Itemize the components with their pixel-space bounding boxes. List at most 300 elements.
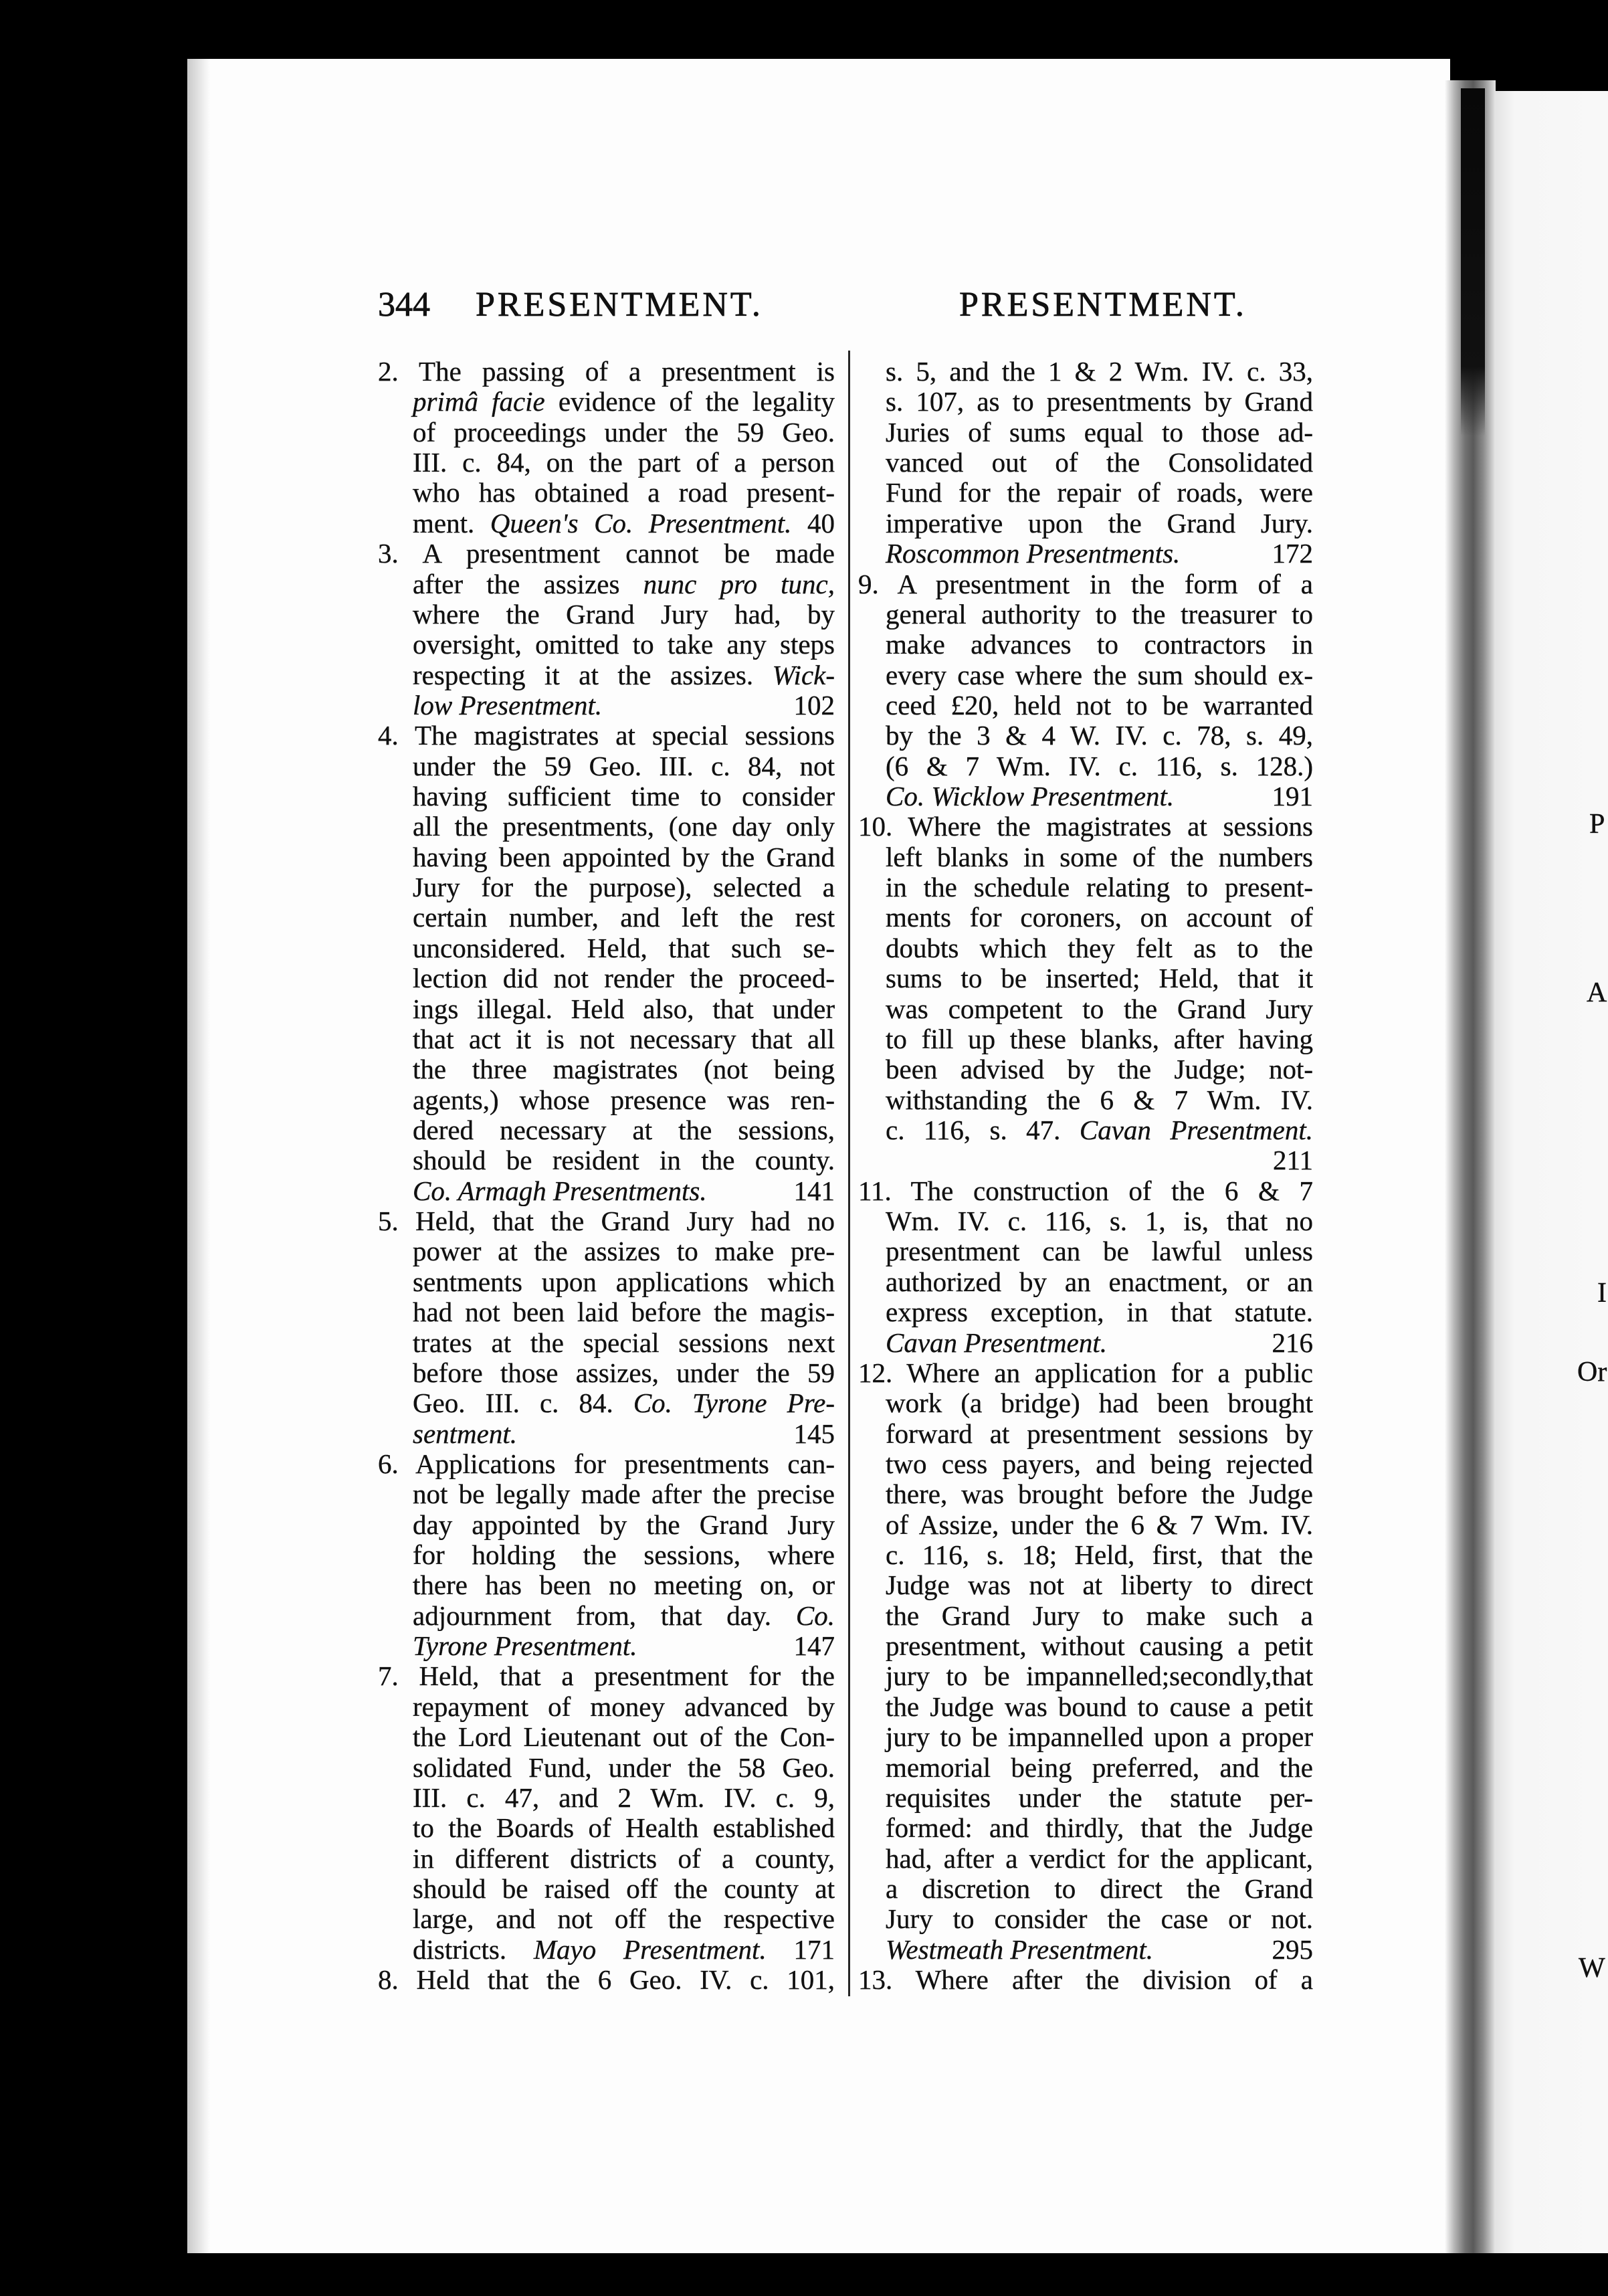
line-text-group (378, 1661, 835, 1691)
right-column-line (858, 1145, 1313, 1175)
line-text: day appointed by the Grand Jury (413, 1509, 835, 1540)
right-column-line (858, 1540, 1313, 1570)
right-column-line (858, 630, 1313, 660)
facing-page-fragment: A (1587, 977, 1607, 1008)
line-text: work (a bridge) had been brought (886, 1388, 1313, 1419)
left-column-line (378, 811, 835, 842)
right-column-line (858, 387, 1313, 417)
line-text: in the schedule relating to present- (886, 872, 1313, 903)
right-column-line (858, 721, 1313, 751)
line-text-group (413, 811, 835, 842)
reference-page-number: 216 (1272, 1327, 1313, 1358)
line-text: A presentment cannot be made (422, 539, 835, 569)
line-text: the Lord Lieutenant out of the Con- (413, 1722, 835, 1753)
right-column-line (858, 1935, 1313, 1965)
line-text-group (413, 1024, 835, 1054)
right-column-line (858, 1236, 1313, 1266)
line-text-group (886, 660, 1313, 690)
line-text: where the Grand Jury had, by (413, 599, 835, 630)
line-text-group (413, 933, 835, 963)
left-column-line (378, 508, 835, 539)
left-column-line (378, 1631, 835, 1661)
line-text-group (413, 1236, 835, 1266)
line-text-group (886, 1753, 1313, 1783)
line-text-group (413, 1904, 835, 1934)
column-divider (848, 351, 850, 1996)
left-column-line (378, 1145, 835, 1175)
line-text-group (413, 1935, 835, 1965)
line-text-group (413, 1540, 835, 1570)
line-text-group (378, 1965, 835, 1995)
line-text-group (886, 721, 1313, 751)
right-column-line (858, 1024, 1313, 1054)
line-text: before those assizes, under the 59 (413, 1357, 835, 1388)
line-text: power at the assizes to make pre- (413, 1236, 835, 1267)
line-text: s. 5, and the 1 & 2 Wm. IV. c. 33, (886, 357, 1313, 387)
line-text: Where after the division of a (915, 1965, 1313, 1996)
line-text: for holding the sessions, where (413, 1540, 835, 1571)
line-text-group (886, 902, 1313, 933)
line-text: solidated Fund, under the 58 Geo. (413, 1752, 835, 1783)
line-text: repayment of money advanced by (413, 1691, 835, 1722)
reference-page-number: 145 (793, 1418, 835, 1449)
right-column-line (858, 1085, 1313, 1115)
left-column-line (378, 1692, 835, 1722)
line-text: presentment, without causing a petit (886, 1631, 1313, 1662)
line-text: sums to be inserted; Held, that it (886, 963, 1313, 994)
line-text-group (886, 1813, 1313, 1843)
line-text: two cess payers, and being rejected (886, 1448, 1313, 1479)
right-column-line (858, 508, 1313, 539)
left-column-line (378, 630, 835, 660)
left-column-line (378, 1813, 835, 1843)
line-text: districts. (413, 1934, 534, 1965)
reference-page-number: 191 (1272, 781, 1313, 812)
line-text: Wm. IV. c. 116, s. 1, is, that no (886, 1206, 1313, 1237)
line-text-group (858, 569, 1313, 599)
line-text: to the Boards of Health established (413, 1813, 835, 1844)
line-text: general authority to the treasurer to (886, 599, 1313, 630)
line-text-group (858, 1176, 1313, 1206)
line-text-group (886, 1874, 1313, 1904)
line-text-group (886, 1631, 1313, 1661)
left-column-line (378, 1176, 835, 1206)
line-text: Fund for the repair of roads, were (886, 478, 1313, 508)
left-column-line (378, 1874, 835, 1904)
line-text: ment. (413, 508, 490, 539)
right-column-line (858, 751, 1313, 781)
line-text: 171 (766, 1934, 835, 1965)
line-text: make advances to contractors in (886, 630, 1313, 660)
line-text: forward at presentment sessions by (886, 1418, 1313, 1449)
right-column-line (858, 1510, 1313, 1540)
left-column-line (378, 569, 835, 599)
line-text-group (886, 1236, 1313, 1266)
item-number: 7. (378, 1661, 399, 1692)
right-column-line (858, 690, 1313, 721)
running-head-left: PRESENTMENT. (476, 286, 763, 324)
line-text-group (378, 1449, 835, 1479)
italic-citation-text: Co. Wicklow Presentment. (886, 781, 1175, 812)
line-text-group (886, 1692, 1313, 1722)
right-column-line (858, 1115, 1313, 1145)
line-text: Held that the 6 Geo. IV. c. 101, (416, 1965, 835, 1996)
line-text-group (378, 357, 835, 387)
line-text-group (886, 1661, 1313, 1691)
left-column-line (378, 1965, 835, 1995)
line-text: there, was brought before the Judge (886, 1479, 1313, 1510)
line-text: been advised by the Judge; not- (886, 1054, 1313, 1085)
line-text-group (413, 1115, 835, 1145)
left-column-line (378, 539, 835, 569)
line-text: after the assizes (413, 569, 643, 599)
line-text-group (886, 1267, 1313, 1297)
italic-citation-text: Mayo Presentment. (533, 1934, 767, 1965)
right-column-line (858, 1570, 1313, 1600)
right-column-line (858, 1206, 1313, 1236)
line-text: withstanding the 6 & 7 Wm. IV. (886, 1084, 1313, 1115)
line-text: Held, that a presentment for the (419, 1661, 835, 1692)
line-text-group (886, 994, 1313, 1024)
line-text: memorial being preferred, and the (886, 1752, 1313, 1783)
line-text-group (886, 1570, 1313, 1600)
line-text: oversight, omitted to take any steps (413, 630, 835, 660)
line-text-group (886, 539, 1180, 569)
left-column-line (378, 1388, 835, 1418)
item-number: 11. (858, 1175, 892, 1206)
line-text: should be resident in the county. (413, 1145, 835, 1176)
line-text-group (886, 599, 1313, 630)
left-column-line (378, 1722, 835, 1752)
left-column-line (378, 1115, 835, 1145)
line-text-group (413, 1601, 835, 1631)
left-column-line (378, 1328, 835, 1358)
line-text: of proceedings under the 59 Geo. (413, 417, 835, 448)
line-text: a discretion to direct the Grand (886, 1873, 1313, 1904)
right-column-line (858, 1692, 1313, 1722)
italic-citation-text: Wick- (772, 660, 835, 690)
line-text: was competent to the Grand Jury (886, 993, 1313, 1024)
line-text: vanced out of the Consolidated (886, 448, 1313, 478)
line-text-group (886, 963, 1313, 993)
right-column-line (858, 478, 1313, 508)
line-text-group (886, 1085, 1313, 1115)
line-text-group (886, 1722, 1313, 1752)
line-text-group (886, 508, 1313, 539)
line-text-group (886, 1419, 1313, 1449)
line-text-group (413, 1753, 835, 1783)
line-text: there has been no meeting on, or (413, 1570, 835, 1601)
right-column-line (858, 933, 1313, 963)
line-text: c. 116, s. 18; Held, first, that the (886, 1540, 1313, 1571)
line-text-group (413, 1844, 835, 1874)
italic-citation-text: Co. (795, 1600, 835, 1631)
line-text-group (413, 599, 835, 630)
facing-page-fragment: Or (1577, 1357, 1607, 1388)
item-number: 3. (378, 539, 399, 569)
right-column-line (858, 1054, 1313, 1084)
line-text: of Assize, under the 6 & 7 Wm. IV. (886, 1509, 1313, 1540)
left-column-line (378, 933, 835, 963)
right-column-line (858, 1904, 1313, 1934)
item-number: 13. (858, 1965, 893, 1996)
line-text-group (413, 963, 835, 993)
right-column-line (858, 1661, 1313, 1691)
line-text-group (413, 387, 835, 417)
line-text: the three magistrates (not being (413, 1054, 835, 1085)
line-text: s. 107, as to presentments by Grand (886, 387, 1313, 417)
right-column-line (858, 1479, 1313, 1509)
item-number: 8. (378, 1965, 399, 1996)
line-text: doubts which they felt as to the (886, 933, 1313, 963)
italic-citation-text: nunc pro tunc, (643, 569, 835, 599)
reference-page-number: 147 (793, 1631, 835, 1662)
left-column-line (378, 478, 835, 508)
line-text: authorized by an enactment, or an (886, 1266, 1313, 1297)
left-column-line (378, 660, 835, 690)
right-column-line (858, 357, 1313, 387)
right-column-line (858, 1328, 1313, 1358)
left-column-line (378, 721, 835, 751)
facing-page-fragment: W (1579, 1953, 1605, 1984)
line-text: certain number, and left the rest (413, 902, 835, 933)
left-column-line (378, 1024, 835, 1054)
reference-page-number: 295 (1272, 1934, 1313, 1965)
right-column-line (858, 1722, 1313, 1752)
left-column-line (378, 872, 835, 902)
item-number: 10. (858, 811, 893, 842)
item-number: 4. (378, 721, 399, 751)
line-text: left blanks in some of the numbers (886, 842, 1313, 872)
line-text: imperative upon the Grand Jury. (886, 508, 1313, 539)
left-column-line (378, 1297, 835, 1327)
line-text: had not been laid before the magis- (413, 1297, 835, 1328)
right-column-line (858, 417, 1313, 448)
left-column-line (378, 1267, 835, 1297)
line-text: the Grand Jury to make such a (886, 1600, 1313, 1631)
line-text-group (413, 690, 602, 721)
left-column-line (378, 690, 835, 721)
right-column-line (858, 569, 1313, 599)
reference-page-number: 141 (793, 1175, 835, 1206)
left-column-line (378, 1753, 835, 1783)
line-text-group (413, 1054, 835, 1084)
line-text-group (886, 478, 1313, 508)
right-column-line (858, 994, 1313, 1024)
line-text-group (886, 1054, 1313, 1084)
line-text-group (413, 1783, 835, 1813)
left-column-line (378, 1844, 835, 1874)
line-text: Held, that the Grand Jury had no (415, 1206, 835, 1237)
left-column-line (378, 1419, 835, 1449)
line-text: sentments upon applications which (413, 1266, 835, 1297)
left-column-line (378, 1206, 835, 1236)
item-number: 6. (378, 1448, 399, 1479)
italic-citation-text: Co. Tyrone Pre- (633, 1388, 835, 1419)
line-text-group (413, 1145, 835, 1175)
line-text: unconsidered. Held, that such se- (413, 933, 835, 963)
right-column-line (858, 842, 1313, 872)
line-text-group (886, 1024, 1313, 1054)
line-text: Applications for presentments can- (415, 1448, 835, 1479)
italic-citation-text: Queen's Co. Presentment. (490, 508, 792, 539)
line-text: formed: and thirdly, that the Judge (886, 1813, 1313, 1844)
italic-citation-text: low Presentment. (413, 690, 603, 721)
line-text-group (886, 1904, 1313, 1934)
line-text: lection did not render the proceed- (413, 963, 835, 994)
line-text-group (413, 1267, 835, 1297)
left-column-line (378, 751, 835, 781)
line-text-group (413, 1631, 637, 1661)
line-text: all the presentments, (one day only (413, 811, 835, 842)
line-text: requisites under the statute per- (886, 1782, 1313, 1813)
line-text-group (413, 902, 835, 933)
right-column-line (858, 448, 1313, 478)
page-number: 344 (378, 286, 430, 324)
right-column-line (858, 1965, 1313, 1995)
line-text-group (858, 1358, 1313, 1388)
line-text-group (886, 1449, 1313, 1479)
left-column-line (378, 1570, 835, 1600)
line-text-group (413, 842, 835, 872)
item-number: 5. (378, 1206, 399, 1237)
line-text: ceed £20, held not to be warranted (886, 690, 1313, 721)
line-text-group (413, 1874, 835, 1904)
line-text-group (886, 751, 1313, 781)
left-column-line (378, 1601, 835, 1631)
line-text: had, after a verdict for the applicant, (886, 1843, 1313, 1874)
line-text-group (886, 781, 1174, 811)
left-column-line (378, 994, 835, 1024)
line-text: 40 (791, 508, 835, 539)
line-text-group (886, 872, 1313, 902)
line-text: The construction of the 6 & 7 (910, 1175, 1313, 1206)
italic-citation-text: primâ facie (413, 387, 545, 417)
line-text: Where an application for a public (906, 1357, 1313, 1388)
line-text: III. c. 47, and 2 Wm. IV. c. 9, (413, 1782, 835, 1813)
right-column-line (858, 1297, 1313, 1327)
item-number: 2. (378, 357, 399, 387)
line-text: should be raised off the county at (413, 1873, 835, 1904)
italic-citation-text: Cavan Presentment. (886, 1327, 1107, 1358)
right-column-line (858, 811, 1313, 842)
right-column-line (858, 599, 1313, 630)
italic-citation-text: Cavan Presentment. (1079, 1115, 1313, 1145)
left-column-line (378, 1661, 835, 1691)
right-column-line (858, 660, 1313, 690)
line-text-group (886, 1479, 1313, 1509)
item-number: 9. (858, 569, 879, 599)
line-text-group (886, 1844, 1313, 1874)
italic-citation-text: Tyrone Presentment. (413, 1631, 637, 1662)
line-text-group (886, 1206, 1313, 1236)
item-number: 12. (858, 1357, 893, 1388)
right-column-line (858, 539, 1313, 569)
italic-citation-text: Westmeath Presentment. (886, 1934, 1154, 1965)
right-column-line (858, 872, 1313, 902)
line-text-group (413, 1358, 835, 1388)
line-text-group (378, 539, 835, 569)
left-column-line (378, 1236, 835, 1266)
right-text-column (858, 357, 1313, 1995)
left-column-line (378, 387, 835, 417)
line-text: The passing of a presentment is (419, 357, 835, 387)
line-text: presentment can be lawful unless (886, 1236, 1313, 1267)
line-text-group (886, 357, 1313, 387)
facing-page-fragment: I (1597, 1278, 1607, 1309)
left-column-line (378, 1904, 835, 1934)
facing-page-fragment: P (1589, 809, 1605, 840)
left-text-column (378, 357, 835, 1995)
line-text-group (886, 1328, 1107, 1358)
left-column-line (378, 842, 835, 872)
right-column-line (858, 1449, 1313, 1479)
line-text-group (886, 1510, 1313, 1540)
line-text: large, and not off the respective (413, 1904, 835, 1935)
line-text: under the 59 Geo. III. c. 84, not (413, 751, 835, 781)
line-text-group (378, 1206, 835, 1236)
line-text-group (886, 1297, 1313, 1327)
line-text-group (413, 994, 835, 1024)
line-text-group (413, 872, 835, 902)
line-text: agents,) whose presence was ren- (413, 1084, 835, 1115)
line-text-group (413, 569, 835, 599)
line-text: (6 & 7 Wm. IV. c. 116, s. 128.) (886, 751, 1313, 781)
line-text: trates at the special sessions next (413, 1327, 835, 1358)
line-text: express exception, in that statute. (886, 1297, 1313, 1328)
line-text-group (886, 448, 1313, 478)
line-text: adjournment from, that day. (413, 1600, 796, 1631)
left-column-line (378, 357, 835, 387)
italic-citation-text: sentment. (413, 1418, 517, 1449)
line-text-group (413, 660, 835, 690)
right-column-line (858, 1388, 1313, 1418)
line-text: in different districts of a county, (413, 1843, 835, 1874)
left-column-line (378, 1449, 835, 1479)
left-column-line (378, 902, 835, 933)
line-text: Jury for the purpose), selected a (413, 872, 835, 903)
left-column-line (378, 1935, 835, 1965)
right-column-line (858, 1358, 1313, 1388)
line-text: A presentment in the form of a (897, 569, 1313, 599)
line-text: ments for coroners, on account of (886, 902, 1313, 933)
line-text-group (413, 417, 835, 448)
line-text-group (413, 781, 835, 811)
line-text-group (886, 933, 1313, 963)
line-text-group (413, 508, 835, 539)
left-column-line (378, 1540, 835, 1570)
line-text-group (886, 417, 1313, 448)
line-text-group (886, 1935, 1153, 1965)
left-column-line (378, 1358, 835, 1388)
line-text: evidence of the legality (544, 387, 835, 417)
left-column-line (378, 963, 835, 993)
line-text-group (413, 630, 835, 660)
line-text-group (886, 630, 1313, 660)
line-text-group (413, 1419, 517, 1449)
line-text: that act it is not necessary that all (413, 1024, 835, 1054)
line-text-group (413, 1388, 835, 1418)
line-text: every case where the sum should ex- (886, 660, 1313, 690)
right-column-line (858, 1176, 1313, 1206)
left-column-line (378, 448, 835, 478)
left-column-line (378, 1479, 835, 1509)
italic-citation-text: Co. Armagh Presentments. (413, 1175, 707, 1206)
line-text: to fill up these blanks, after having (886, 1024, 1313, 1054)
line-text: having sufficient time to consider (413, 781, 835, 812)
line-text: Where the magistrates at sessions (908, 811, 1313, 842)
line-text: respecting it at the assizes. (413, 660, 773, 690)
